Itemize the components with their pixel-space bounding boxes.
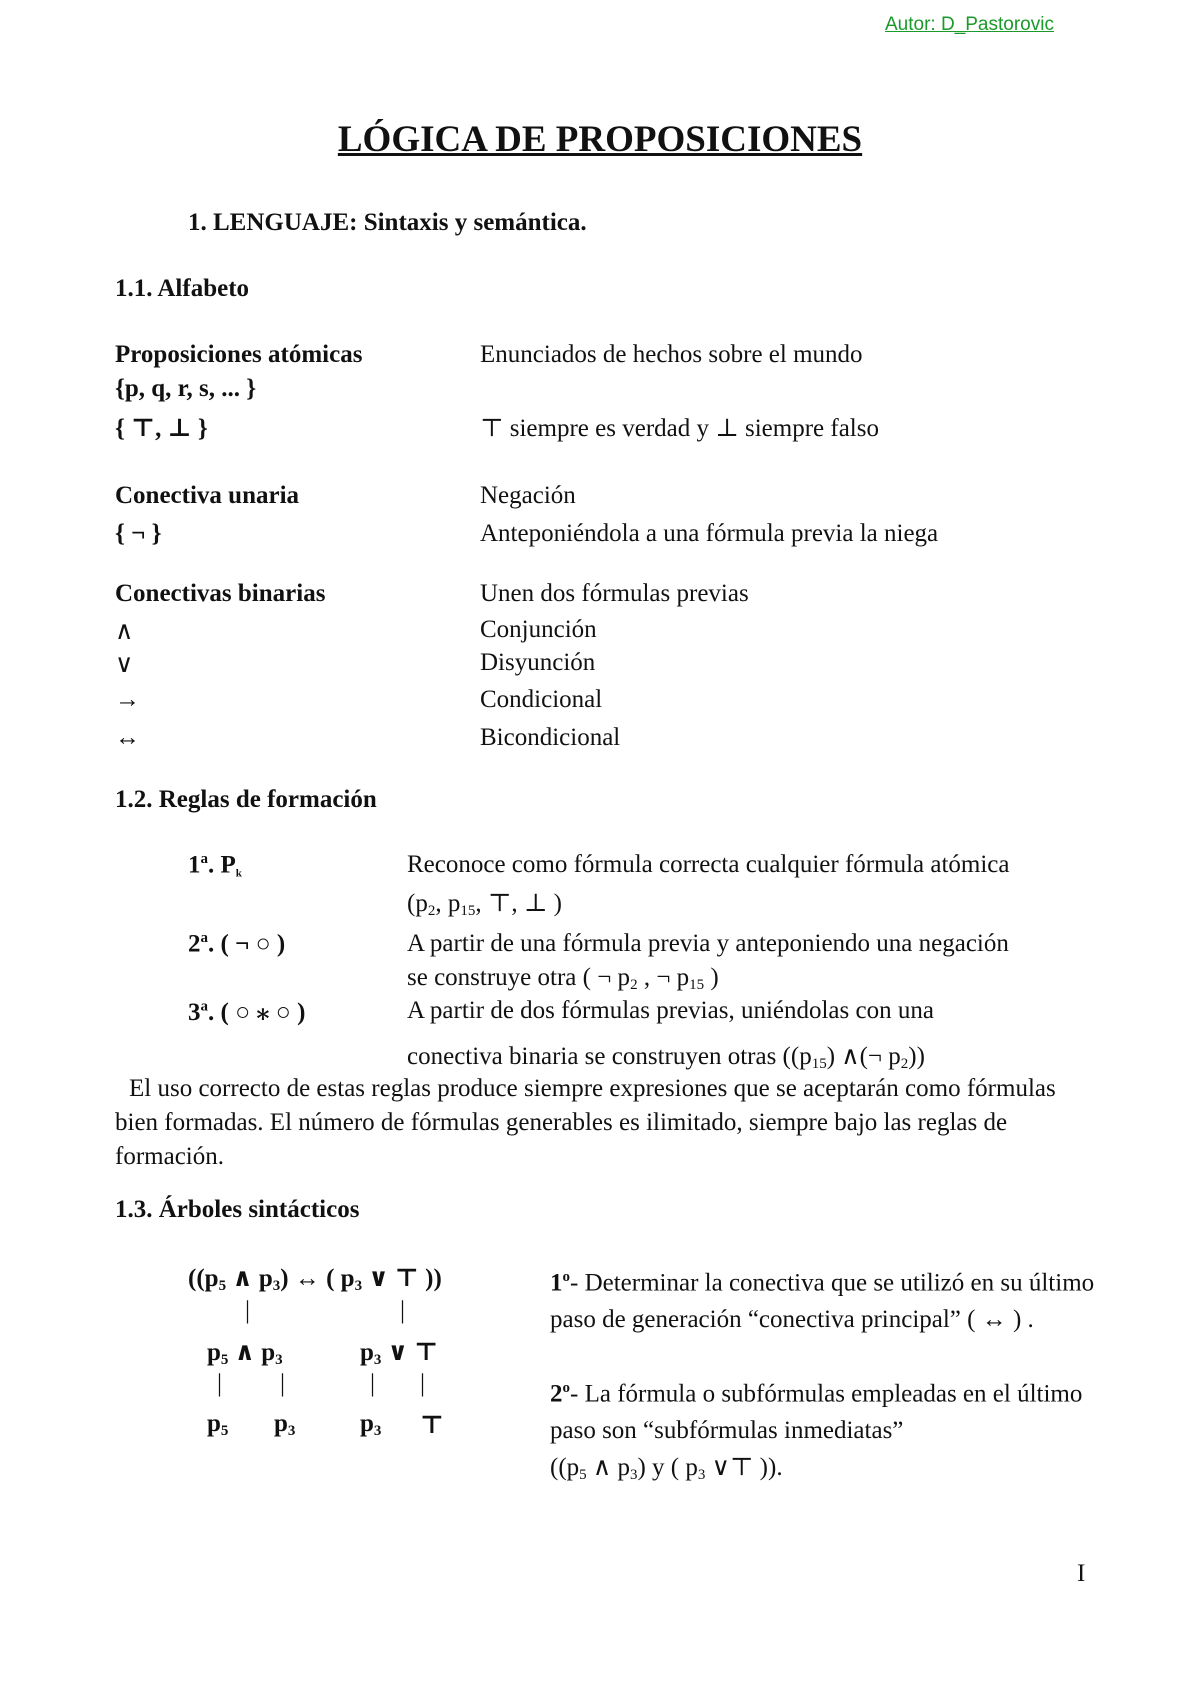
- section-heading: 1. LENGUAJE: Sintaxis y semántica.: [188, 209, 587, 236]
- rule-1-description: Reconoce como fórmula correcta cualquier fórmula atómica: [407, 851, 1010, 878]
- page-number: I: [1077, 1560, 1086, 1587]
- connective-name-iff: Bicondicional: [480, 724, 621, 751]
- unary-description: Negación: [480, 482, 576, 509]
- tree-step-1: 1$^o$- Determinar la conectiva que se utilizó en su último paso de generación “conectiva principal” ( ↔ ) .: [550, 1269, 1095, 1334]
- tree-branch-left: |: [245, 1297, 251, 1324]
- rule-3-description: A partir de dos fórmulas previas, uniéndolas con una: [407, 997, 934, 1024]
- rule-2-examples: se construye otra ( ¬ $p_2$ , ¬ $p_{15}$ ): [407, 964, 719, 993]
- connective-symbol-implies: →: [115, 686, 140, 713]
- tree-branch-rr: |: [420, 1370, 426, 1397]
- constants-set: { ⊤, ⊥ }: [115, 415, 208, 442]
- page-title: LÓGICA DE PROPOSICIONES: [337, 119, 863, 160]
- connective-name-and: Conjunción: [480, 616, 597, 643]
- rule-1-label: 1$^a$. $P_k$: [188, 851, 242, 880]
- subsection-heading-arboles: 1.3. Árboles sintácticos: [115, 1196, 360, 1223]
- tree-step-2: 2$^o$- La fórmula o subfórmulas empleadas en el último paso son “subfórmulas inmediatas” (($p_5$ ∧ $p_3$) y ( $p_3$ ∨⊤ )).: [550, 1380, 1083, 1484]
- tree-branch-lr: |: [280, 1370, 286, 1397]
- tree-branch-rl: |: [370, 1370, 376, 1397]
- connective-symbol-and: ∧: [115, 618, 134, 645]
- rule-1-examples: ($p_2$, $p_{15}$, ⊤, ⊥ ): [407, 890, 562, 919]
- unary-set: { ¬ }: [115, 520, 162, 547]
- tree-leaf-2: $p_3$: [274, 1410, 296, 1439]
- binary-label: Conectivas binarias: [115, 580, 326, 607]
- connective-name-or: Disyunción: [480, 649, 596, 676]
- unary-label: Conectiva unaria: [115, 482, 300, 509]
- rule-3-examples: conectiva binaria se construyen otras ($(p_{15})$ ∧(¬ $p_2$)): [407, 1043, 925, 1072]
- atomic-set: {p, q, r, s, ... }: [115, 375, 257, 402]
- tree-node-left: $p_5$ ∧ $p_3$: [207, 1339, 283, 1368]
- rule-3-label: 3$^a$. ( ○ ⁎ ○ ): [188, 998, 306, 1026]
- tree-node-right: $p_3$ ∨ ⊤: [360, 1339, 439, 1368]
- subsection-heading-reglas: 1.2. Reglas de formación: [115, 786, 377, 813]
- rules-paragraph: El uso correcto de estas reglas produce siempre expresiones que se aceptarán como fórmulas bien formadas. El número de fórmulas generables es ilimitado, siempre bajo las reglas de formación.: [115, 1075, 1056, 1170]
- subsection-heading-alfabeto: 1.1. Alfabeto: [115, 275, 250, 302]
- rule-2-label: 2$^a$. ( ¬ ○ ): [188, 930, 286, 958]
- connective-name-implies: Condicional: [480, 686, 603, 713]
- constants-description: ⊤ siempre es verdad y ⊥ siempre falso: [480, 415, 879, 442]
- tree-leaf-3: $p_3$: [360, 1410, 382, 1439]
- rule-2-description: A partir de una fórmula previa y anteponiendo una negación: [407, 930, 1009, 957]
- connective-symbol-iff: ↔: [115, 724, 140, 751]
- tree-leaf-4: ⊤: [420, 1412, 444, 1439]
- author-credit: Autor: D_Pastorovic: [885, 14, 1054, 35]
- atomic-description: Enunciados de hechos sobre el mundo: [480, 341, 863, 368]
- tree-root: (($p_5$ ∧ $p_3$) ↔ ( $p_3$ ∨ ⊤ )): [188, 1265, 442, 1294]
- connective-symbol-or: ∨: [115, 651, 134, 678]
- tree-branch-ll: |: [217, 1370, 223, 1397]
- unary-set-description: Anteponiéndola a una fórmula previa la niega: [480, 520, 939, 547]
- binary-description: Unen dos fórmulas previas: [480, 580, 749, 607]
- atomic-label: Proposiciones atómicas: [115, 341, 363, 368]
- tree-leaf-1: $p_5$: [207, 1410, 229, 1439]
- tree-branch-right: |: [400, 1297, 406, 1324]
